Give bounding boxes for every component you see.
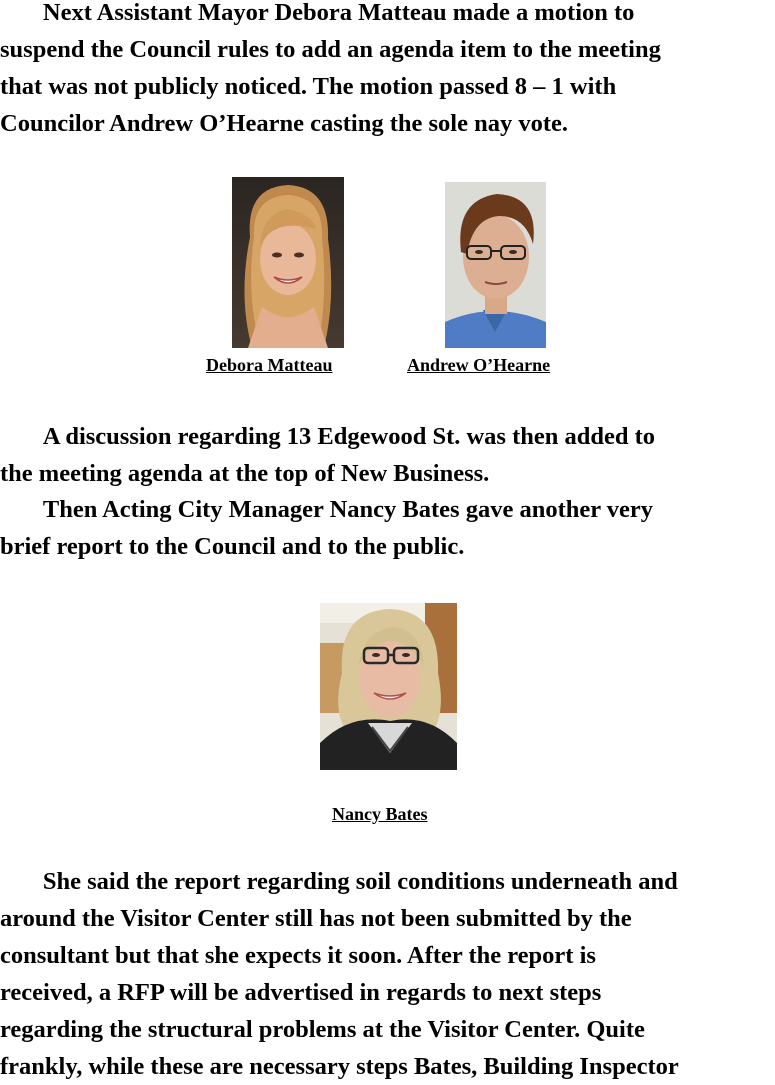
paragraph-city-manager: Then Acting City Manager Nancy Bates gave another very brief report to the Council and to the public. [0,496,654,560]
paragraph-motion: Next Assistant Mayor Debora Matteau made a motion to suspend the Council rules to add an agenda item to the meeting that was not publicly noticed. The motion passed 8 – 1 with Councilor Andrew O’Hearne casting the sole nay vote. [0,0,661,137]
paragraph-edgewood: A discussion regarding 13 Edgewood St. was then added to the meeting agenda at the top of New Business. [0,423,656,487]
debora-matteau-photo [232,177,344,348]
caption-andrew-ohearne: Andrew O’Hearne [407,355,551,375]
caption-nancy-bates: Nancy Bates [332,804,428,824]
paragraph-soil-report: She said the report regarding soil conditions underneath and around the Visitor Center still has not been submitted by the consultant but that she expects it soon. After the report is received, a RFP will be advertised in regards to next steps regarding the structural problems at the Visitor Center. Quite frankly, while these are necessary steps Bates, Building Inspector [0,868,679,1080]
nancy-bates-photo [320,603,457,770]
caption-debora-matteau: Debora Matteau [206,355,333,375]
andrew-ohearne-photo [445,182,546,348]
